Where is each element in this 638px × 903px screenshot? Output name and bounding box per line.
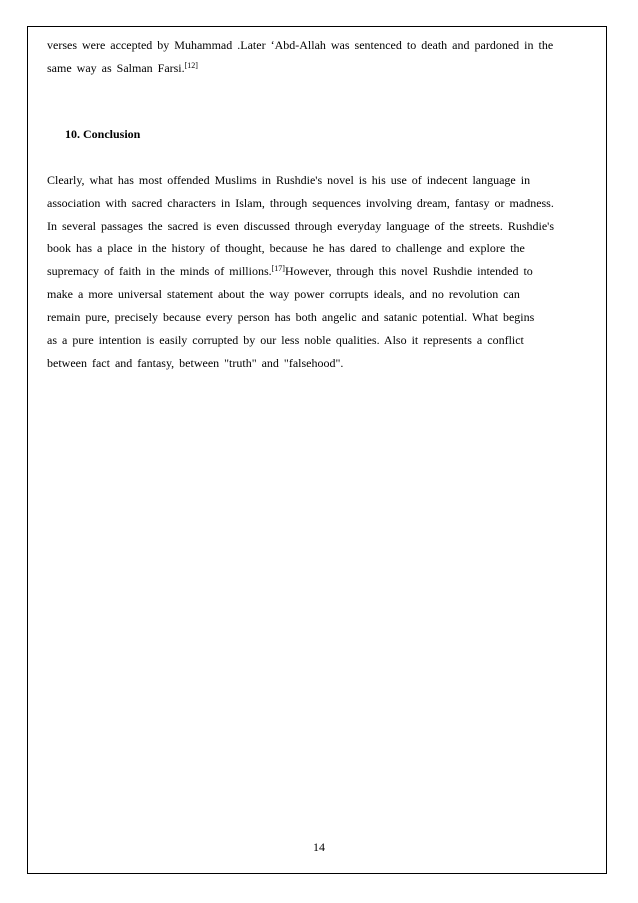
intro-line-2 (47, 61, 198, 75)
citation-17: [17] (271, 264, 285, 273)
conclusion-line-4 (47, 241, 525, 255)
page-border (27, 26, 607, 874)
page-number: 14 (313, 840, 325, 854)
conclusion-line-6 (47, 287, 520, 301)
intro-line-2-text: same way as Salman Farsi. (47, 61, 185, 75)
section-heading: 10. Conclusion (65, 127, 141, 141)
conclusion-line-7-text: remain pure, precisely because every person has both angelic and satanic potential. What begins (47, 310, 535, 324)
conclusion-line-5-after: However, through this novel Rushdie intended to (284, 264, 533, 278)
conclusion-line-3-text: In several passages the sacred is even discussed through everyday language of the streets. Rushdie's (47, 219, 555, 233)
conclusion-line-4-text: book has a place in the history of thought, because he has dared to challenge and explore the (47, 241, 525, 255)
conclusion-line-2 (47, 196, 554, 210)
conclusion-line-9 (47, 356, 343, 370)
conclusion-line-9-text: between fact and fantasy, between "truth" and "falsehood". (47, 356, 344, 370)
intro-line-1-text: verses were accepted by Muhammad .Later ‘Abd-Allah was sentenced to death and pardoned in the (47, 38, 554, 52)
conclusion-line-1-text: Clearly, what has most offended Muslims in Rushdie's novel is his use of indecent language in (47, 173, 531, 187)
conclusion-line-6-text: make a more universal statement about the way power corrupts ideals, and no revolution can (47, 287, 520, 301)
conclusion-line-2-text: association with sacred characters in Islam, through sequences involving dream, fantasy or madness. (47, 196, 554, 210)
citation-12: [12] (184, 61, 198, 70)
conclusion-line-5-text: supremacy of faith in the minds of millions. (47, 264, 272, 278)
conclusion-line-7 (47, 310, 534, 324)
conclusion-line-3 (47, 219, 554, 233)
conclusion-line-5 (47, 264, 533, 278)
intro-line-1 (47, 38, 553, 52)
conclusion-line-8-text: as a pure intention is easily corrupted by our less noble qualities. Also it represents a conflict (47, 333, 524, 347)
conclusion-line-8 (47, 333, 524, 347)
conclusion-line-1 (47, 173, 530, 187)
